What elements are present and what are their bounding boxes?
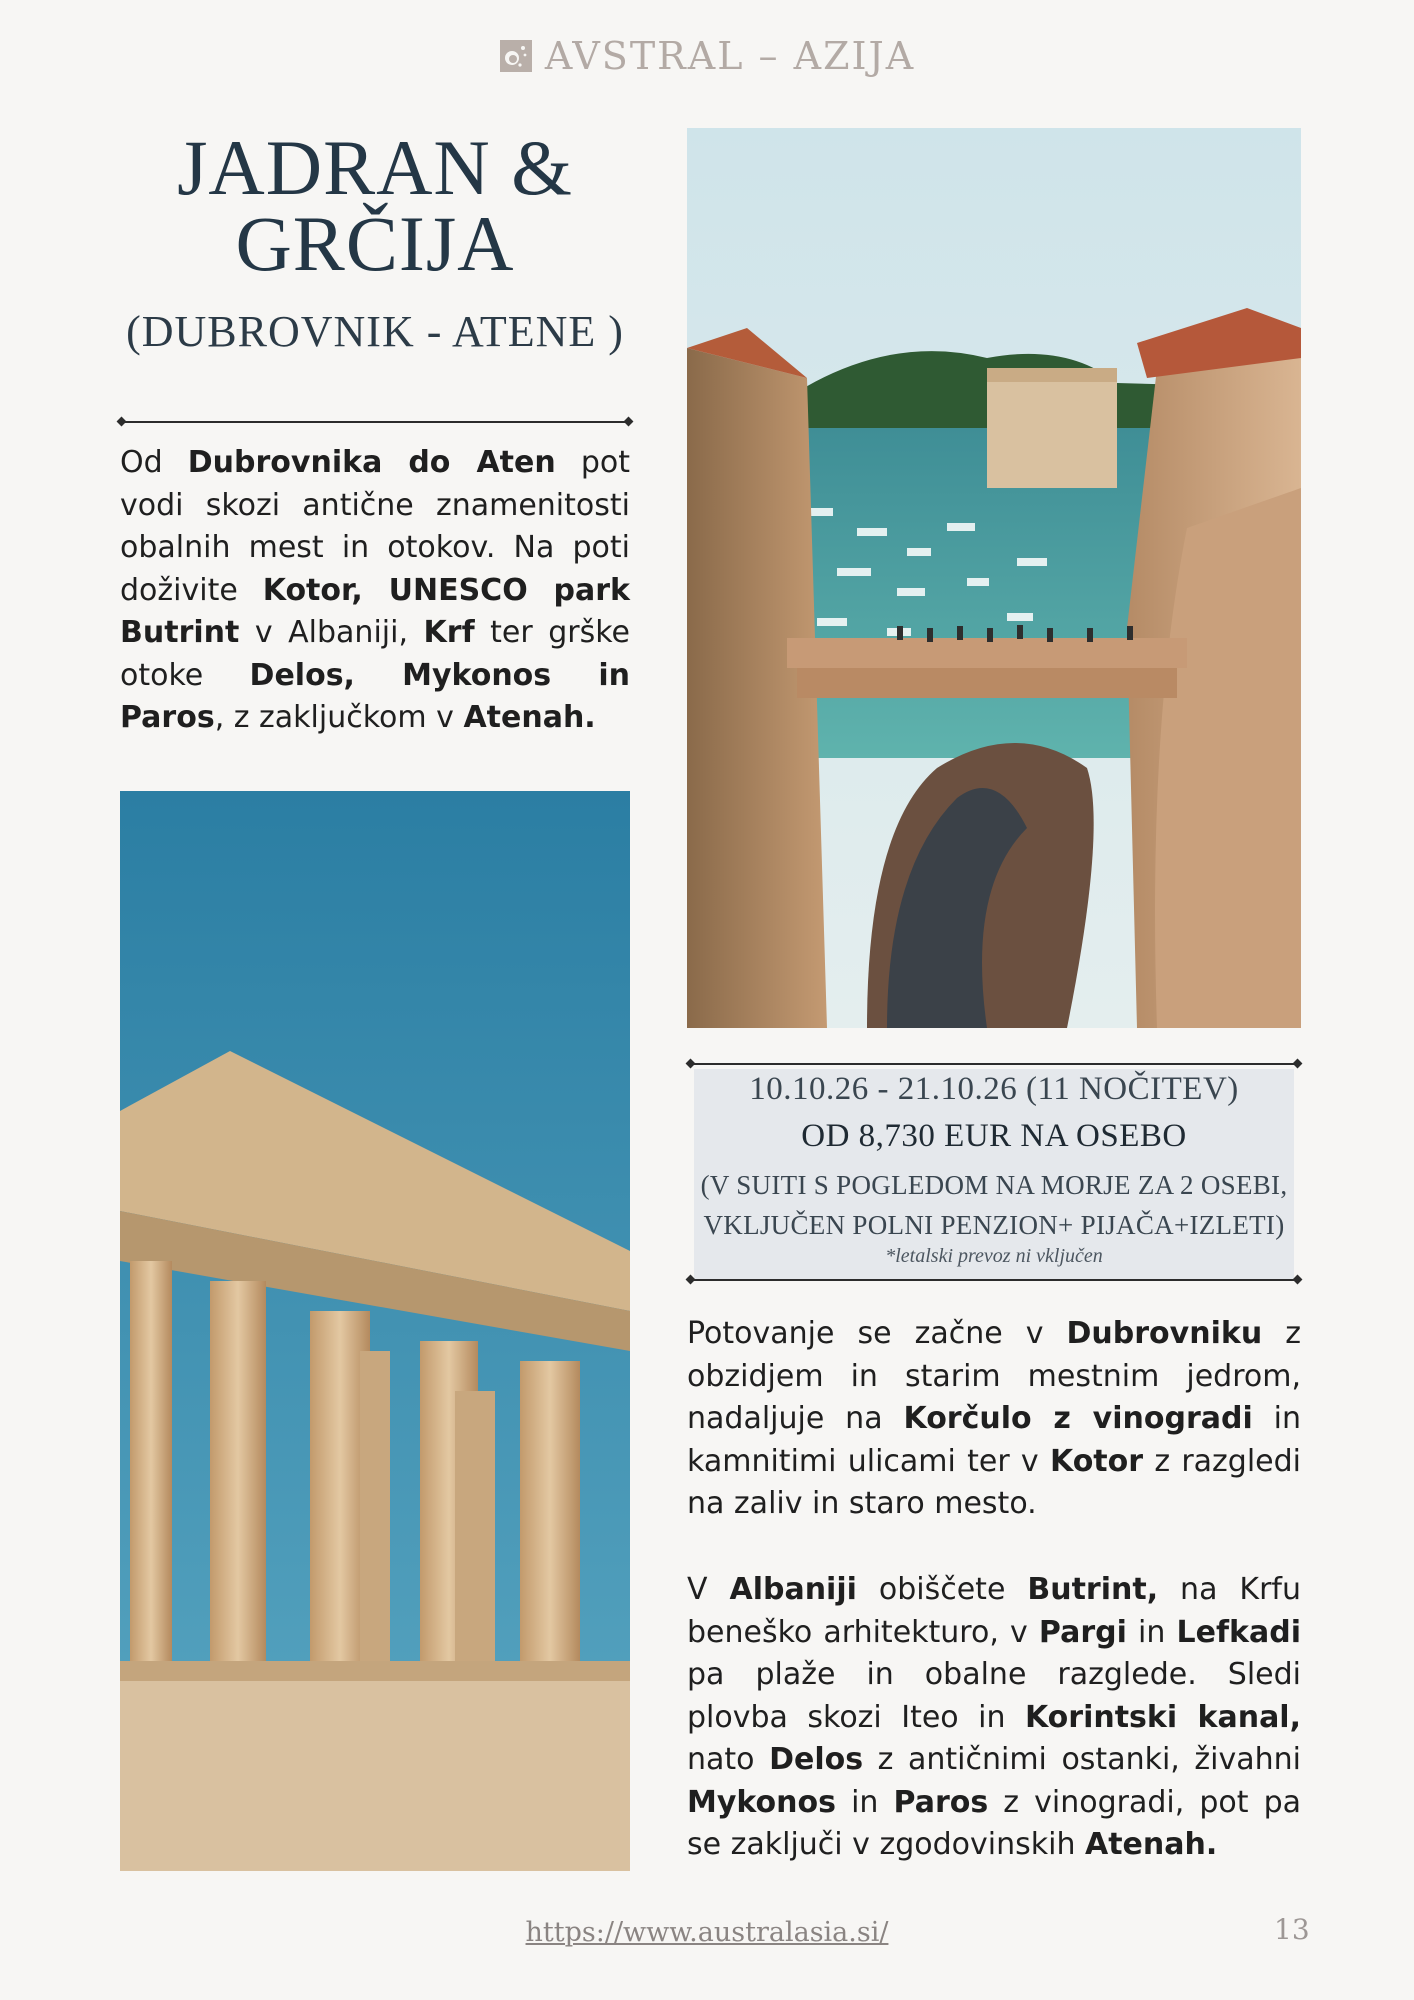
paragraph-text: V — [687, 1572, 730, 1607]
divider-ornament — [687, 1274, 1301, 1286]
emphasized-text: Albaniji — [729, 1572, 857, 1607]
emphasized-text: Krf — [423, 615, 475, 650]
website-link[interactable] — [0, 1917, 1414, 1948]
divider-ornament — [118, 416, 632, 428]
emphasized-text: Lefkadi — [1176, 1614, 1301, 1650]
emphasized-text: Butrint, — [1027, 1572, 1159, 1607]
emphasized-text: Korčulo z vinogradi — [903, 1401, 1253, 1436]
emphasized-text: Korintski kanal, — [1024, 1699, 1301, 1735]
paragraph-text: pa plaže in obalne razglede. Sledi plovba skozi Iteo in — [687, 1657, 1301, 1735]
brand-logo-icon — [499, 39, 533, 73]
trip-dates: 10.10.26 - 21.10.26 (11 NOČITEV) — [749, 1071, 1239, 1107]
emphasized-text: Mykonos — [687, 1784, 836, 1820]
acropolis-photo — [120, 791, 630, 1871]
emphasized-text: Kotor, UNESCO park Butrint — [120, 572, 630, 650]
emphasized-text: Atenah. — [1085, 1827, 1218, 1862]
price-footnote: *letalski prevoz ni vključen — [885, 1245, 1103, 1267]
intro-paragraph — [120, 442, 630, 740]
dubrovnik-photo — [687, 128, 1301, 1028]
paragraph-text: Od — [120, 445, 188, 480]
paragraph-text: nato — [687, 1742, 770, 1777]
paragraph-text: z antičnimi ostanki, živahni — [863, 1742, 1301, 1777]
title-block — [120, 124, 630, 357]
paragraph-text: , z zaključkom v — [214, 700, 464, 735]
paragraph-text: in — [1126, 1614, 1177, 1650]
paragraph-text: pot vodi skozi antične znamenitosti obalnih mest in otokov. Na poti doživite — [120, 445, 630, 608]
paragraph-text: in — [836, 1784, 894, 1820]
paragraph-text: z obzidjem in starim mestnim jedrom, nadaljuje na — [687, 1316, 1301, 1436]
trip-price: OD 8,730 EUR NA OSEBO — [801, 1118, 1187, 1154]
price-note: (V SUITI S POGLEDOM NA MORJE ZA 2 OSEBI, — [700, 1170, 1288, 1200]
price-box — [694, 1069, 1294, 1279]
page-title-line1: JADRAN & — [177, 124, 573, 211]
price-note: VKLJUČEN POLNI PENZION+ PIJAČA+IZLETI) — [703, 1210, 1285, 1240]
itinerary-paragraph-2 — [687, 1569, 1301, 1867]
paragraph-text: in kamnitimi ulicami ter v — [687, 1401, 1301, 1479]
paragraph-text: v Albaniji, — [239, 615, 424, 650]
website-link-text[interactable]: https://www.australasia.si/ — [525, 1917, 889, 1948]
itinerary-paragraph-1 — [687, 1313, 1301, 1526]
paragraph-text: Potovanje se začne v — [687, 1316, 1067, 1351]
paragraph-text: z razgledi na zaliv in staro mesto. — [687, 1443, 1302, 1521]
emphasized-text: Pargi — [1038, 1614, 1127, 1650]
paragraph-text: z vinogradi, pot pa se zaključi v zgodovinskih — [687, 1784, 1301, 1862]
paragraph-text: obiščete — [856, 1572, 1028, 1607]
emphasized-text: Delos, Mykonos in Paros — [120, 657, 630, 735]
page-title-line2: GRČIJA — [235, 200, 515, 287]
page-number: 13 — [1274, 1913, 1310, 1946]
emphasized-text: Delos — [769, 1742, 864, 1777]
page-header — [0, 34, 1414, 78]
brand-name: AVSTRAL – AZIJA — [544, 34, 916, 78]
emphasized-text: Dubrovniku — [1066, 1316, 1263, 1351]
paragraph-text: ter grške otoke — [120, 615, 630, 693]
emphasized-text: Paros — [893, 1784, 989, 1820]
paragraph-text: na Krfu beneško arhitekturo, v — [687, 1572, 1301, 1650]
emphasized-text: Dubrovnika do Aten — [187, 445, 556, 480]
emphasized-text: Atenah. — [463, 700, 596, 735]
page-subtitle: (DUBROVNIK - ATENE ) — [126, 307, 624, 356]
emphasized-text: Kotor — [1049, 1443, 1144, 1479]
